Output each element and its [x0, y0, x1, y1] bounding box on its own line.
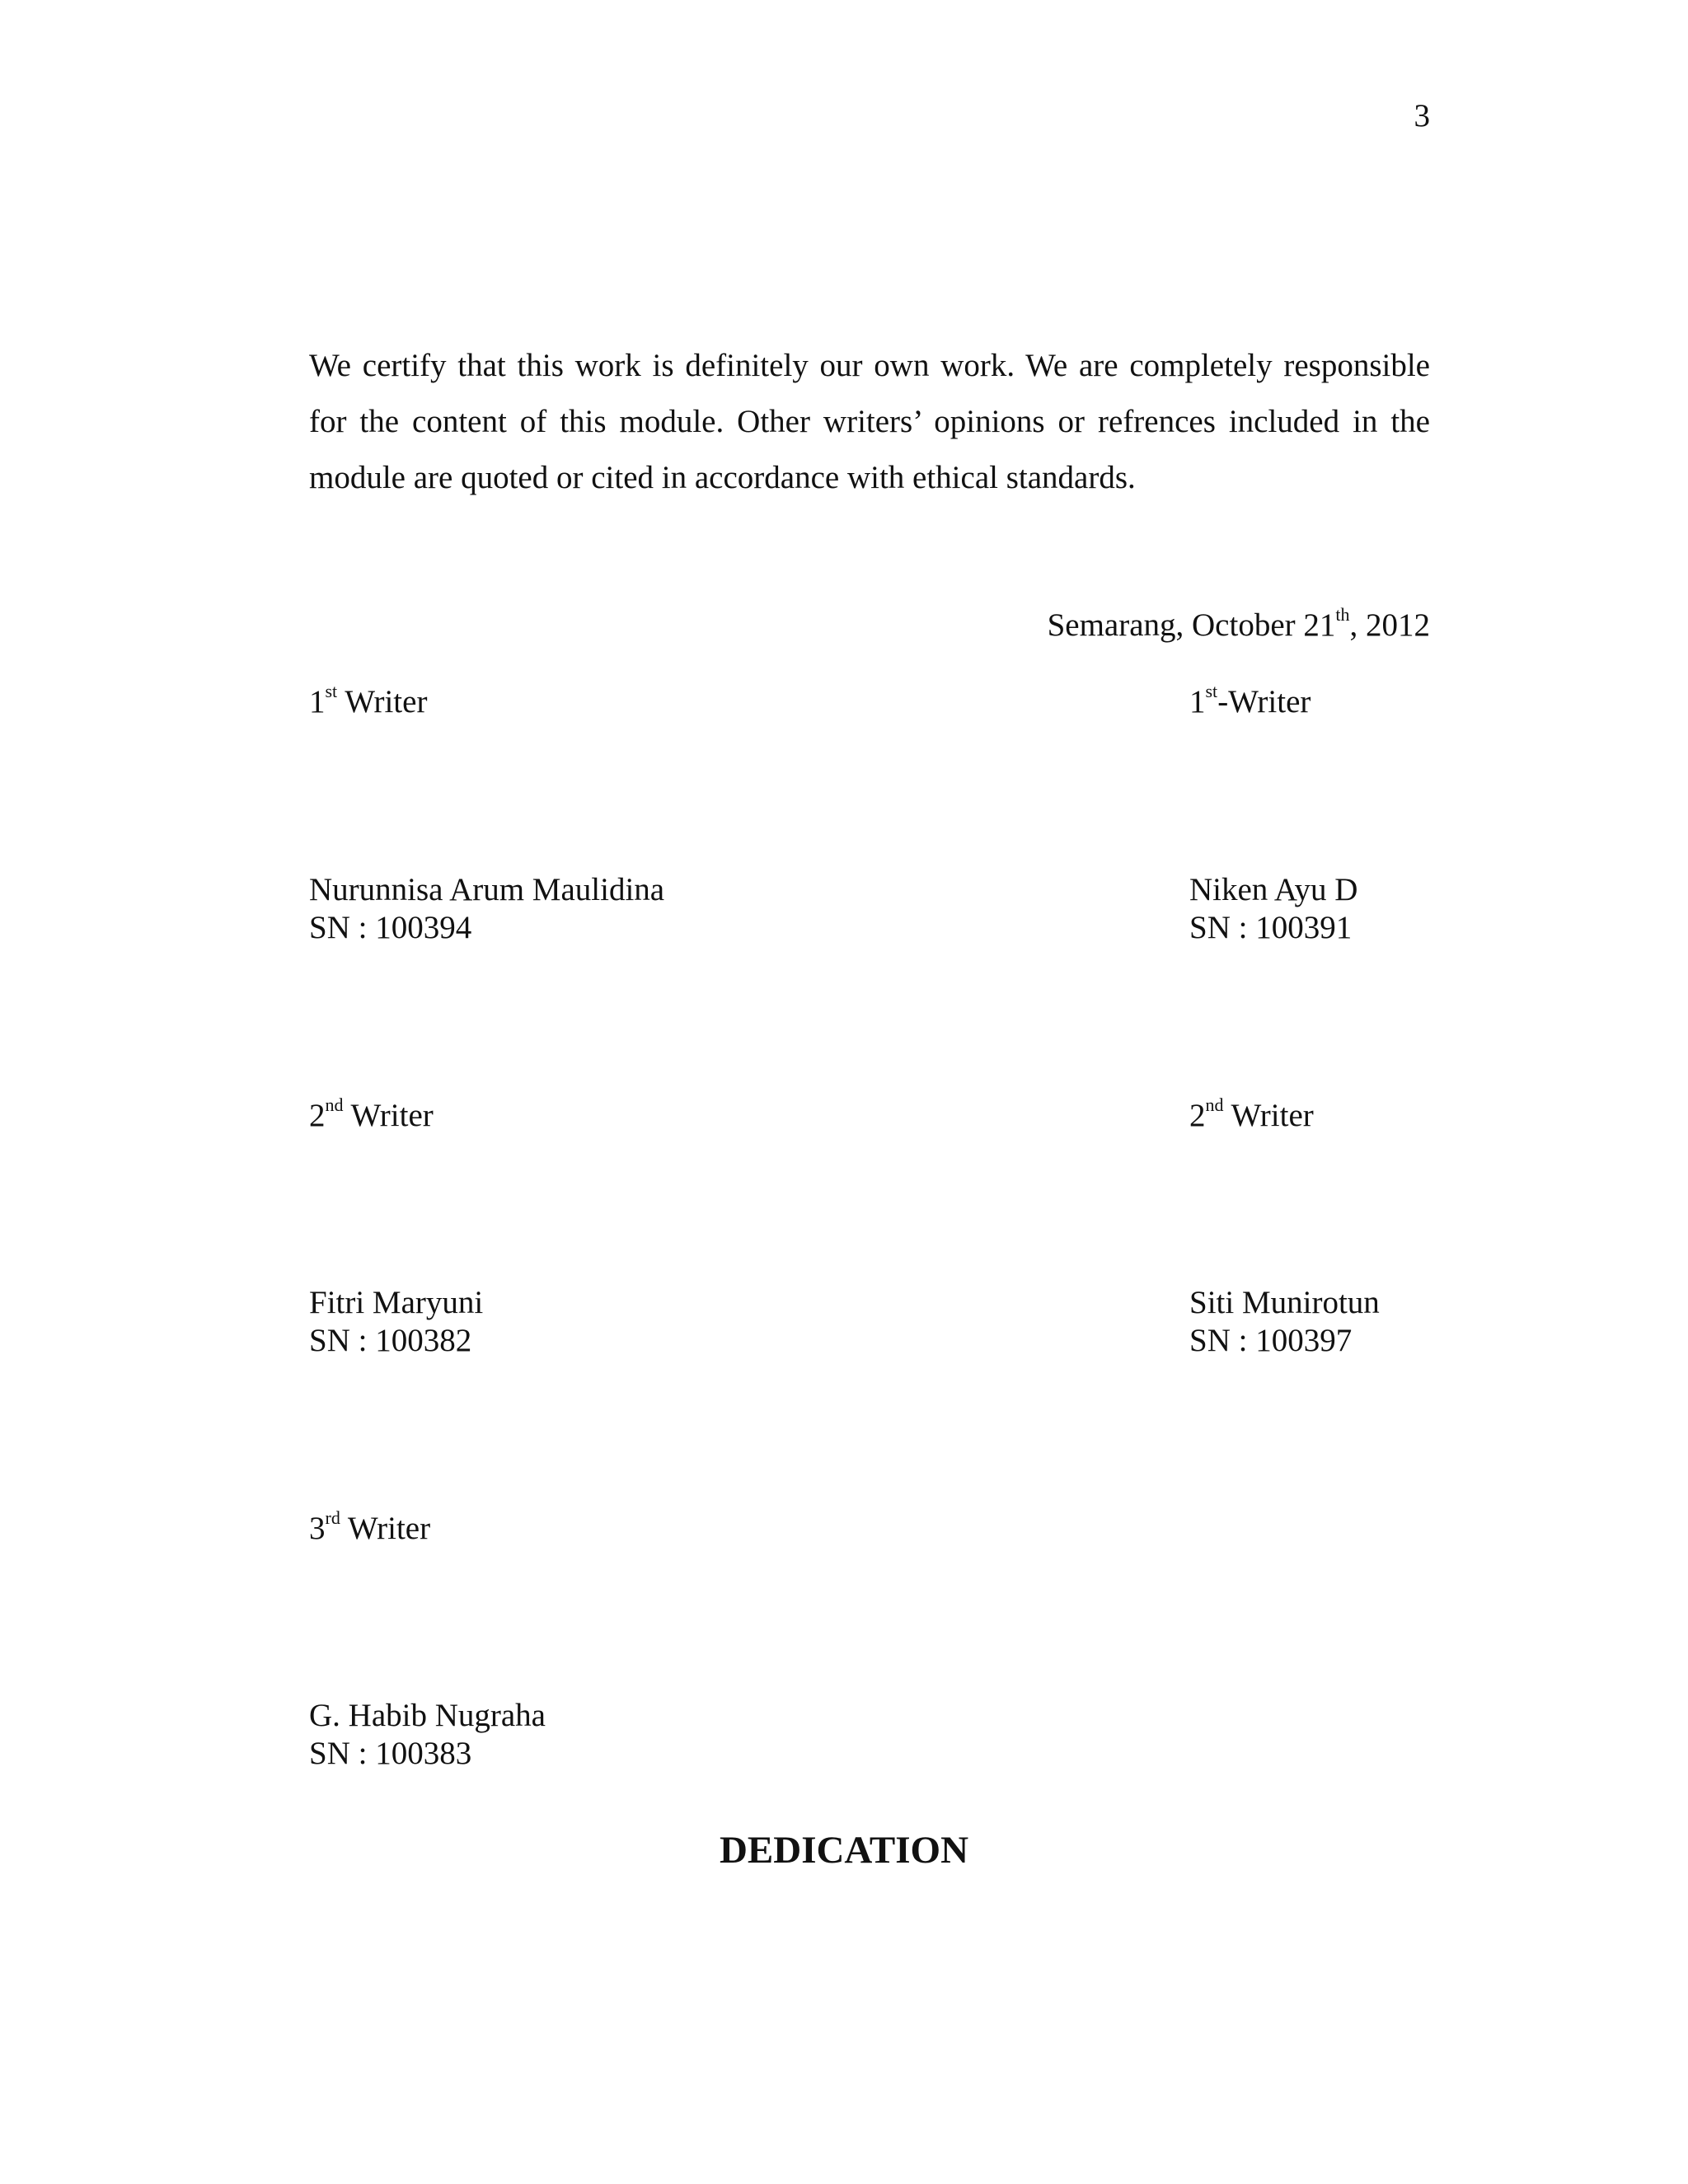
certification-statement: We certify that this work is definitely our own work. We are completely responsible for the content of this module. Other writers’ opinions or refrences included in the module are quoted or cited in accordance with ethical standards.	[309, 348, 1430, 495]
writer-2-right-role	[1189, 1094, 1314, 1135]
writer-ordinal-number: 2	[1189, 1098, 1206, 1133]
writer-ordinal-suffix: rd	[325, 1507, 340, 1528]
writer-1-left-name: Nurunnisa Arum Maulidina	[309, 872, 665, 907]
writer-2-left-role	[309, 1094, 434, 1135]
writer-ordinal-suffix: nd	[1205, 1094, 1224, 1115]
writer-ordinal-suffix: st	[325, 681, 338, 701]
place-date-prefix: Semarang, October 21	[1047, 607, 1336, 643]
writer-1-right-sn: SN : 100391	[1189, 910, 1353, 945]
writer-role-label: Writer	[343, 1098, 434, 1133]
writer-ordinal-number: 2	[309, 1098, 326, 1133]
writer-1-left-role	[309, 683, 427, 721]
writer-ordinal-number: 1	[309, 684, 326, 719]
writer-3-left-role	[309, 1507, 431, 1548]
place-date-suffix: , 2012	[1349, 607, 1430, 643]
writer-role-label: Writer	[1223, 1098, 1314, 1133]
writer-ordinal-suffix: st	[1205, 681, 1218, 701]
writer-ordinal-number: 1	[1189, 684, 1206, 719]
writer-role-label: Writer	[337, 684, 428, 719]
place-date-sup: th	[1335, 604, 1350, 625]
writer-3-left-name: G. Habib Nugraha	[309, 1698, 546, 1733]
page-number: 3	[1414, 98, 1430, 134]
section-title-dedication: DEDICATION	[719, 1829, 969, 1872]
place-date	[907, 605, 1430, 646]
writer-3-left-sn: SN : 100383	[309, 1736, 472, 1771]
writer-2-right-sn: SN : 100397	[1189, 1323, 1353, 1358]
writer-1-right-role	[1189, 683, 1311, 721]
writer-ordinal-suffix: nd	[325, 1094, 344, 1115]
writer-2-left-name: Fitri Maryuni	[309, 1285, 484, 1320]
writer-2-right-name: Siti Munirotun	[1189, 1285, 1380, 1320]
writer-role-label: Writer	[340, 1511, 431, 1546]
writer-2-left-sn: SN : 100382	[309, 1323, 472, 1358]
writer-1-right-name: Niken Ayu D	[1189, 872, 1358, 907]
writer-role-label: -Writer	[1217, 684, 1311, 719]
writer-1-left-sn: SN : 100394	[309, 910, 472, 945]
writer-ordinal-number: 3	[309, 1511, 326, 1546]
